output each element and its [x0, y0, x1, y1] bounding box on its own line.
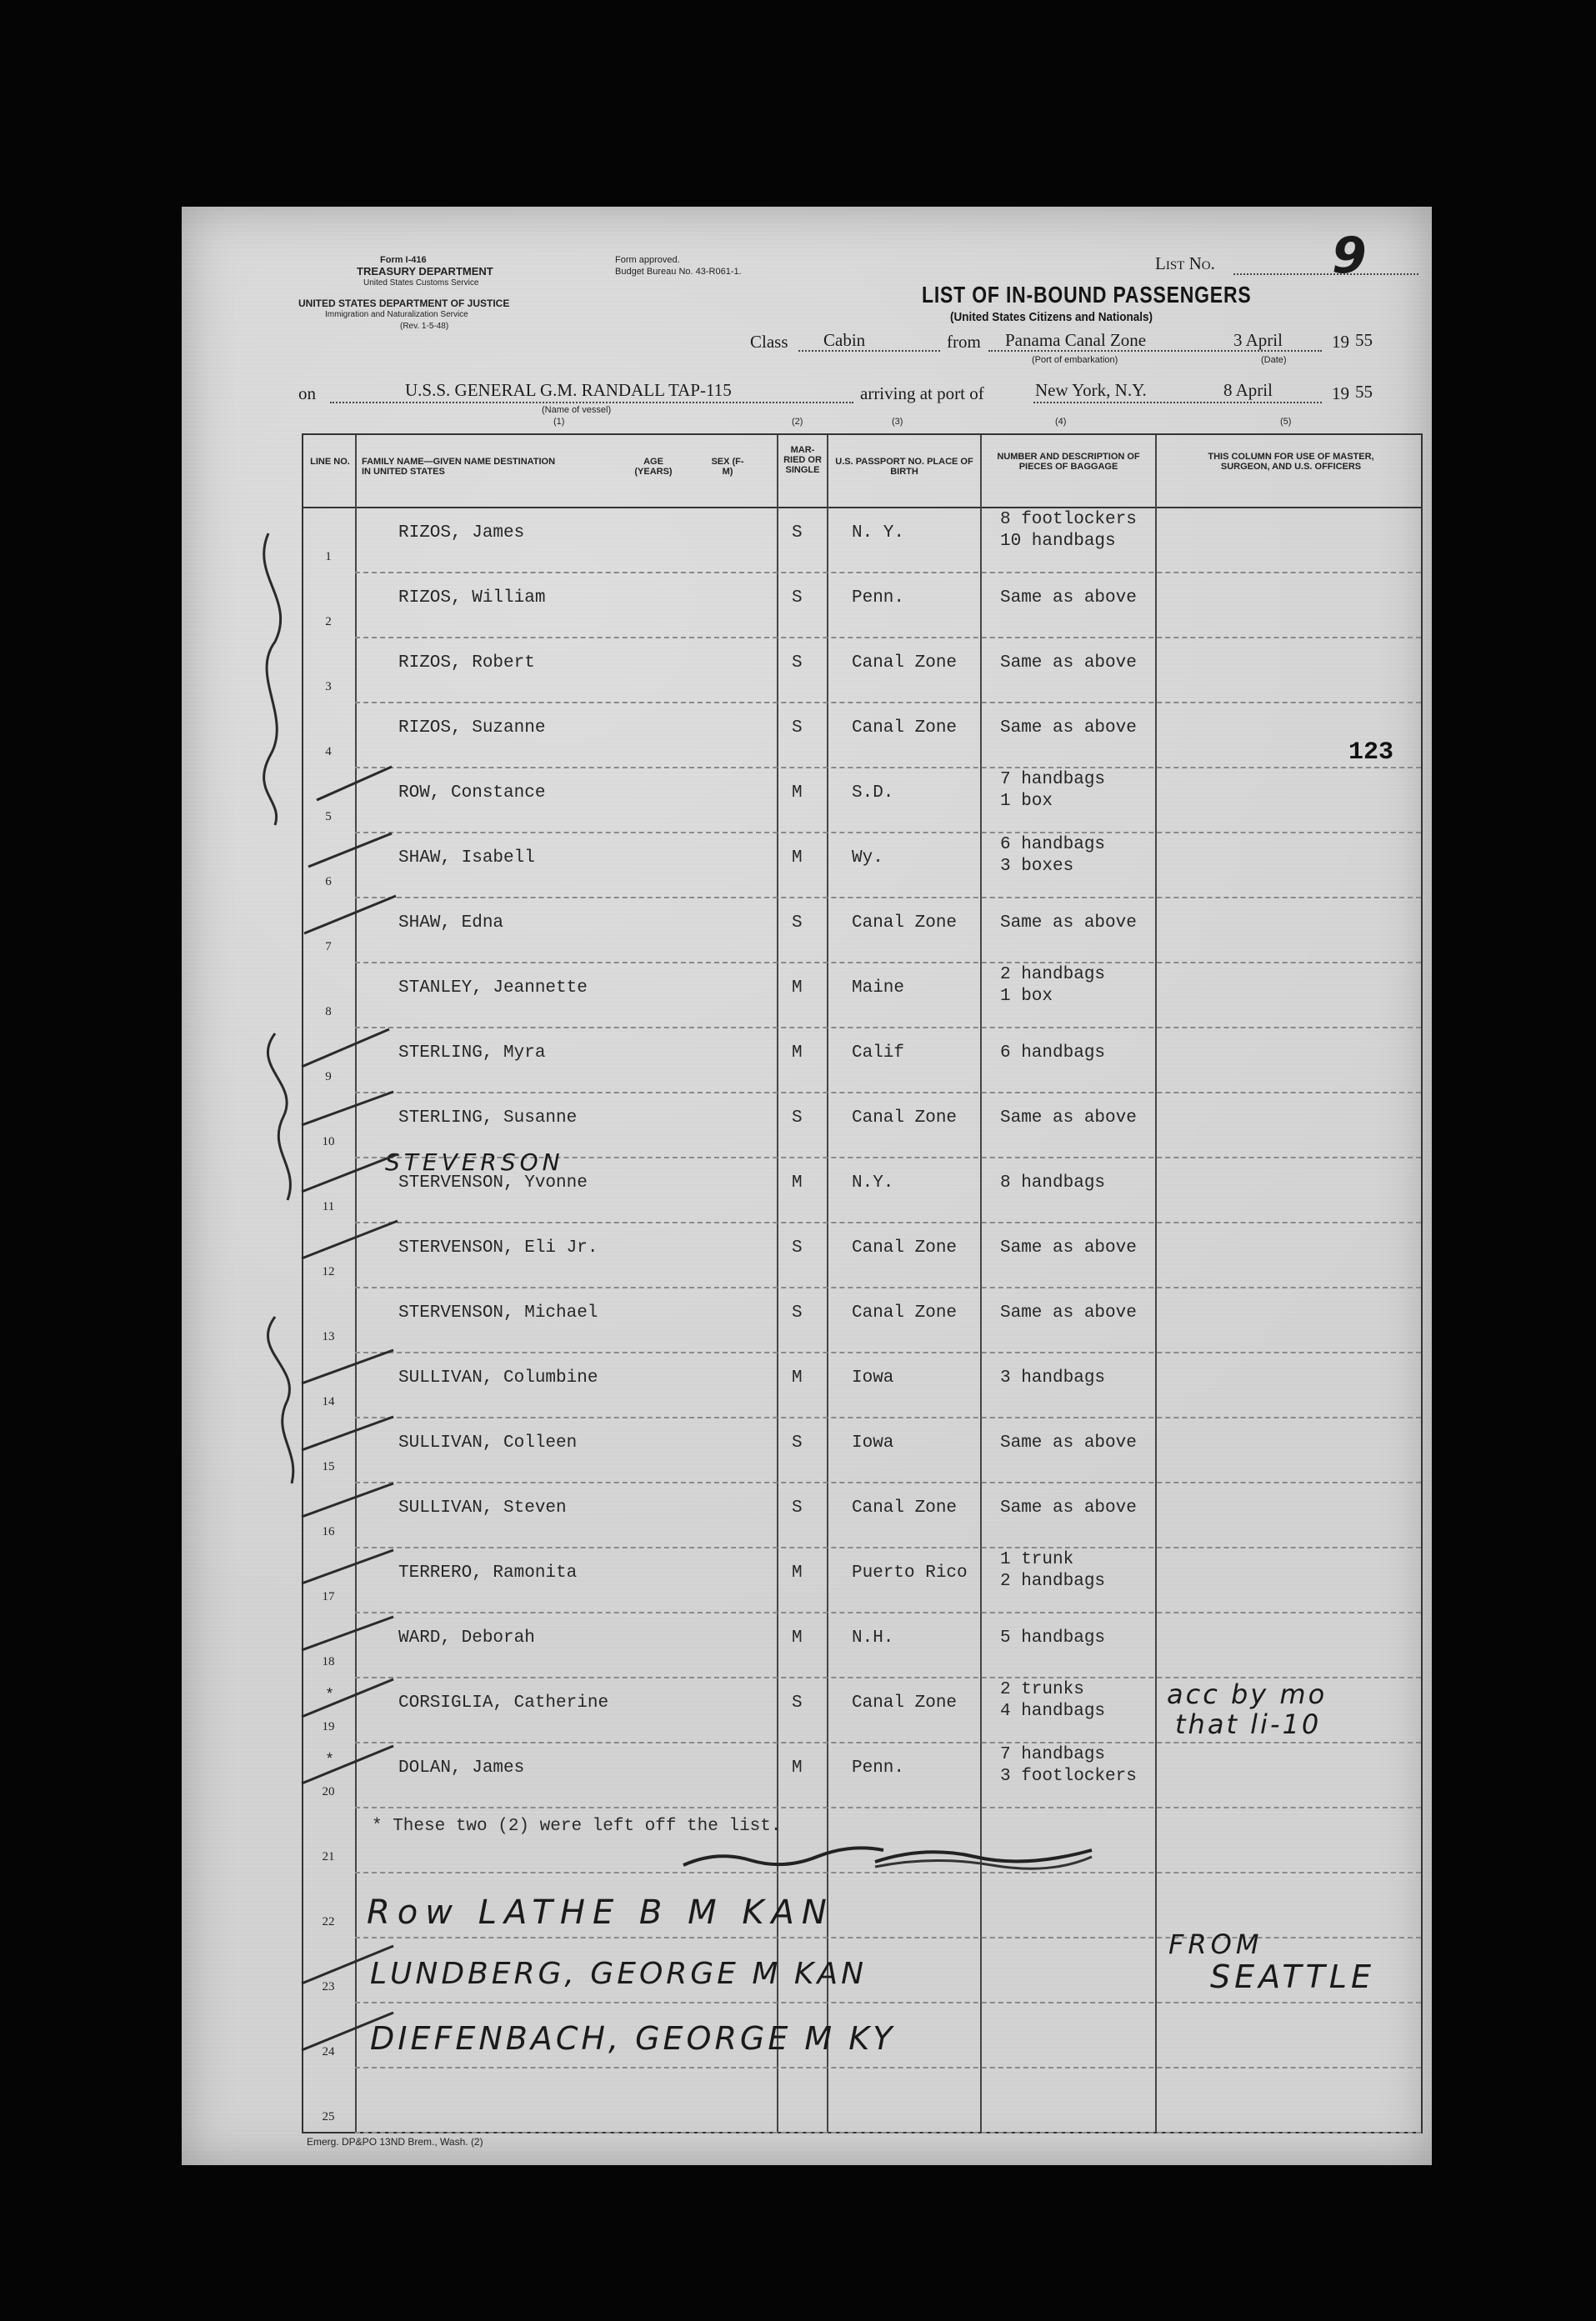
baggage-line: Same as above: [1000, 653, 1137, 673]
marital-status: S: [792, 1433, 803, 1453]
table-row: [303, 702, 1421, 767]
page-subtitle: (United States Citizens and Nationals): [950, 310, 1153, 324]
marital-status: M: [792, 978, 803, 998]
justice-dept: UNITED STATES DEPARTMENT OF JUSTICE: [298, 298, 510, 309]
passenger-name: SHAW, Edna: [398, 913, 504, 933]
count-stamp: 123: [1348, 738, 1394, 767]
baggage-line: 5 handbags: [1000, 1628, 1106, 1648]
rev-date: (Rev. 1-5-48): [400, 322, 449, 331]
table-row: [303, 572, 1421, 637]
passenger-name: WARD, Deborah: [398, 1628, 535, 1648]
marital-status: M: [792, 1758, 803, 1778]
budget-bureau: Budget Bureau No. 43-R061-1.: [615, 267, 742, 277]
passenger-name: STANLEY, Jeannette: [398, 978, 588, 998]
line-number: 15: [322, 1460, 335, 1473]
ins: Immigration and Naturalization Service: [325, 310, 468, 319]
line-number: 19: [322, 1720, 335, 1733]
place-of-birth: Iowa: [852, 1368, 894, 1388]
place-of-birth: Canal Zone: [852, 1303, 958, 1323]
table-row: [303, 1742, 1421, 1807]
passenger-table: [302, 433, 1423, 2133]
on-label: on: [298, 383, 316, 403]
year-prefix-2: 19: [1332, 383, 1349, 403]
baggage-line: Same as above: [1000, 1303, 1137, 1323]
place-of-birth: Canal Zone: [852, 913, 958, 933]
steverson-correction: STEVERSON: [385, 1148, 564, 1176]
left-off-note: * These two (2) were left off the list.: [372, 1817, 782, 1836]
form-number: Form I-416: [380, 255, 427, 265]
list-no-label: List No.: [1155, 253, 1215, 273]
handwritten-row-23: LUNDBERG, GEORGE M KAN: [370, 1957, 868, 1991]
line-number: 25: [322, 2110, 335, 2123]
passenger-name: SULLIVAN, Steven: [398, 1498, 567, 1518]
row-separator: [355, 2132, 1421, 2133]
baggage-line: 8 footlockers: [1000, 510, 1137, 529]
col3-caption: (3): [892, 417, 903, 427]
line-number: 10: [322, 1135, 335, 1148]
passenger-name: STERLING, Susanne: [398, 1108, 578, 1128]
baggage-line: 7 handbags: [1000, 1745, 1106, 1764]
place-of-birth: Wy.: [852, 848, 883, 868]
col-header-baggage: NUMBER AND DESCRIPTION OF PIECES OF BAGGAGE: [997, 452, 1140, 472]
passenger-name: TERRERO, Ramonita: [398, 1563, 578, 1583]
place-of-birth: S.D.: [852, 783, 894, 803]
baggage-line: 6 handbags: [1000, 835, 1106, 854]
treasury-dept: TREASURY DEPARTMENT: [357, 265, 493, 278]
from-label: from: [947, 332, 981, 352]
from-value: Panama Canal Zone: [1005, 330, 1147, 350]
line-number: 24: [322, 2045, 335, 2058]
baggage-line: Same as above: [1000, 1238, 1137, 1258]
place-of-birth: Canal Zone: [852, 1693, 958, 1713]
line-number: 14: [322, 1395, 335, 1408]
line-number: 7: [325, 940, 332, 953]
marital-status: M: [792, 848, 803, 868]
class-value: Cabin: [823, 330, 866, 350]
marital-status: S: [792, 1693, 803, 1713]
vessel-name: U.S.S. GENERAL G.M. RANDALL TAP-115: [405, 380, 732, 400]
form-footer: Emerg. DP&PO 13ND Brem., Wash. (2): [307, 2136, 483, 2148]
passenger-name: CORSIGLIA, Catherine: [398, 1693, 609, 1713]
marital-status: M: [792, 783, 803, 803]
line-number: 12: [322, 1265, 335, 1278]
line-number: 20: [322, 1785, 335, 1798]
line-number: 18: [322, 1655, 335, 1668]
baggage-line: Same as above: [1000, 1108, 1137, 1128]
port-embark-caption: (Port of embarkation): [1032, 355, 1118, 365]
list-no-line: [1233, 273, 1418, 275]
place-of-birth: Canal Zone: [852, 1498, 958, 1518]
marital-status: S: [792, 653, 803, 673]
col-header-married: MAR-RIED OR SINGLE: [783, 445, 822, 475]
list-no-value: 9: [1332, 227, 1371, 285]
place-of-birth: Puerto Rico: [852, 1563, 968, 1583]
baggage-line: 7 handbags: [1000, 770, 1106, 789]
passenger-name: ROW, Constance: [398, 783, 546, 803]
col-header-name: FAMILY NAME—GIVEN NAME DESTINATION IN UNITED STATES: [362, 457, 556, 477]
baggage-line: 3 footlockers: [1000, 1767, 1137, 1786]
line-number: 2: [325, 615, 332, 628]
acc-note-1: acc by mo: [1167, 1678, 1328, 1710]
line-number: 21: [322, 1850, 335, 1863]
passenger-name: SULLIVAN, Colleen: [398, 1433, 578, 1453]
line-number: 22: [322, 1915, 335, 1928]
col-header-officers: THIS COLUMN FOR USE OF MASTER, SURGEON, AND U.S. OFFICERS: [1208, 452, 1374, 472]
passenger-name: RIZOS, Suzanne: [398, 718, 546, 738]
table-row: [303, 1092, 1421, 1157]
handwritten-row-24: DIEFENBACH, GEORGE M KY: [370, 2020, 896, 2057]
col1-caption: (1): [553, 417, 565, 427]
marital-status: M: [792, 1173, 803, 1193]
marital-status: S: [792, 913, 803, 933]
baggage-line: 2 handbags: [1000, 965, 1106, 984]
marital-status: S: [792, 718, 803, 738]
baggage-line: 1 box: [1000, 792, 1053, 811]
line-number: 5: [325, 810, 332, 823]
year-1: 55: [1355, 330, 1373, 350]
vessel-caption: (Name of vessel): [542, 405, 612, 415]
vessel-line: [330, 402, 853, 403]
passenger-name: STERVENSON, Michael: [398, 1303, 598, 1323]
marital-status: M: [792, 1043, 803, 1063]
place-of-birth: Canal Zone: [852, 1238, 958, 1258]
line-number: 3: [325, 680, 332, 693]
year-2: 55: [1355, 382, 1373, 402]
passenger-name: DOLAN, James: [398, 1758, 525, 1778]
marital-status: M: [792, 1368, 803, 1388]
page-title: LIST OF IN-BOUND PASSENGERS: [922, 282, 1252, 308]
col-header-passport: U.S. PASSPORT NO. PLACE OF BIRTH: [835, 457, 973, 477]
table-row: [303, 1027, 1421, 1092]
passenger-name: RIZOS, William: [398, 588, 546, 608]
place-of-birth: Calif: [852, 1043, 905, 1063]
form-approved: Form approved.: [615, 255, 680, 265]
table-row: [303, 1547, 1421, 1612]
passenger-name: RIZOS, James: [398, 523, 525, 543]
line-number: 16: [322, 1525, 335, 1538]
baggage-line: 3 handbags: [1000, 1368, 1106, 1388]
line-number: 9: [325, 1070, 332, 1083]
table-row: [303, 2067, 1421, 2132]
table-row: [303, 1612, 1421, 1677]
from-seattle-2: SEATTLE: [1210, 1958, 1375, 1995]
line-number: 8: [325, 1005, 332, 1018]
baggage-line: 3 boxes: [1000, 857, 1074, 876]
line-number: 1: [325, 550, 332, 563]
line-number: 4: [325, 745, 332, 758]
baggage-line: 8 handbags: [1000, 1173, 1106, 1193]
line-number: 23: [322, 1980, 335, 1993]
arrival-line: [1033, 402, 1322, 403]
col5-caption: (5): [1280, 417, 1292, 427]
passenger-name: RIZOS, Robert: [398, 653, 535, 673]
handwritten-row-22: Row LATHE B M KAN: [367, 1893, 834, 1932]
asterisk-mark: *: [327, 1685, 333, 1702]
arriving-label: arriving at port of: [860, 383, 984, 403]
place-of-birth: Canal Zone: [852, 1108, 958, 1128]
passenger-name: STERVENSON, Yvonne: [398, 1173, 588, 1193]
place-of-birth: Iowa: [852, 1433, 894, 1453]
place-of-birth: N.H.: [852, 1628, 894, 1648]
baggage-line: 10 handbags: [1000, 532, 1116, 551]
place-of-birth: Maine: [852, 978, 905, 998]
table-row: [303, 767, 1421, 832]
marital-status: M: [792, 1628, 803, 1648]
place-of-birth: Penn.: [852, 588, 905, 608]
table-row: [303, 1417, 1421, 1482]
from-seattle-1: FROM: [1168, 1928, 1263, 1960]
passenger-name: STERVENSON, Eli Jr.: [398, 1238, 598, 1258]
table-row: [303, 507, 1421, 572]
col-header-age: AGE (YEARS): [634, 457, 673, 477]
place-of-birth: Penn.: [852, 1758, 905, 1778]
table-row: [303, 832, 1421, 897]
marital-status: S: [792, 1498, 803, 1518]
marital-status: S: [792, 1108, 803, 1128]
col2-caption: (2): [792, 417, 803, 427]
marital-status: S: [792, 588, 803, 608]
table-row: [303, 637, 1421, 702]
table-row: [303, 1482, 1421, 1547]
class-line: [798, 350, 940, 352]
col-header-line: LINE NO.: [310, 457, 350, 467]
baggage-line: Same as above: [1000, 913, 1137, 933]
baggage-line: 2 handbags: [1000, 1572, 1106, 1591]
arrival-date: 8 April: [1223, 380, 1273, 400]
passenger-name: STERLING, Myra: [398, 1043, 546, 1063]
line-number: 6: [325, 875, 332, 888]
asterisk-mark: *: [327, 1750, 333, 1767]
customs-service: United States Customs Service: [363, 278, 479, 288]
place-of-birth: Canal Zone: [852, 653, 958, 673]
table-row: [303, 962, 1421, 1027]
line-number: 11: [322, 1200, 335, 1213]
table-row: [303, 1222, 1421, 1287]
marital-status: S: [792, 523, 803, 543]
line-number: 17: [322, 1590, 335, 1603]
baggage-line: 6 handbags: [1000, 1043, 1106, 1063]
passenger-name: SULLIVAN, Columbine: [398, 1368, 598, 1388]
baggage-line: 1 trunk: [1000, 1550, 1074, 1569]
table-row: [303, 1352, 1421, 1417]
col-header-sex: SEX (F-M): [711, 457, 744, 477]
baggage-line: Same as above: [1000, 1433, 1137, 1453]
year-prefix-1: 19: [1332, 332, 1349, 352]
baggage-line: Same as above: [1000, 718, 1137, 738]
baggage-line: Same as above: [1000, 588, 1137, 608]
place-of-birth: N.Y.: [852, 1173, 894, 1193]
marital-status: M: [792, 1563, 803, 1583]
marital-status: S: [792, 1303, 803, 1323]
col4-caption: (4): [1055, 417, 1067, 427]
date-caption: (Date): [1261, 355, 1287, 365]
line-number: 13: [322, 1330, 335, 1343]
baggage-line: 1 box: [1000, 987, 1053, 1006]
class-label: Class: [750, 332, 788, 352]
baggage-line: 4 handbags: [1000, 1702, 1106, 1721]
baggage-line: 2 trunks: [1000, 1680, 1084, 1699]
marital-status: S: [792, 1238, 803, 1258]
place-of-birth: N. Y.: [852, 523, 905, 543]
depart-date: 3 April: [1233, 330, 1283, 350]
baggage-line: Same as above: [1000, 1498, 1137, 1518]
table-row: [303, 1287, 1421, 1352]
arrival-port: New York, N.Y.: [1035, 380, 1147, 400]
acc-note-2: that li-10: [1175, 1708, 1322, 1740]
place-of-birth: Canal Zone: [852, 718, 958, 738]
passenger-name: SHAW, Isabell: [398, 848, 535, 868]
table-row: [303, 897, 1421, 962]
